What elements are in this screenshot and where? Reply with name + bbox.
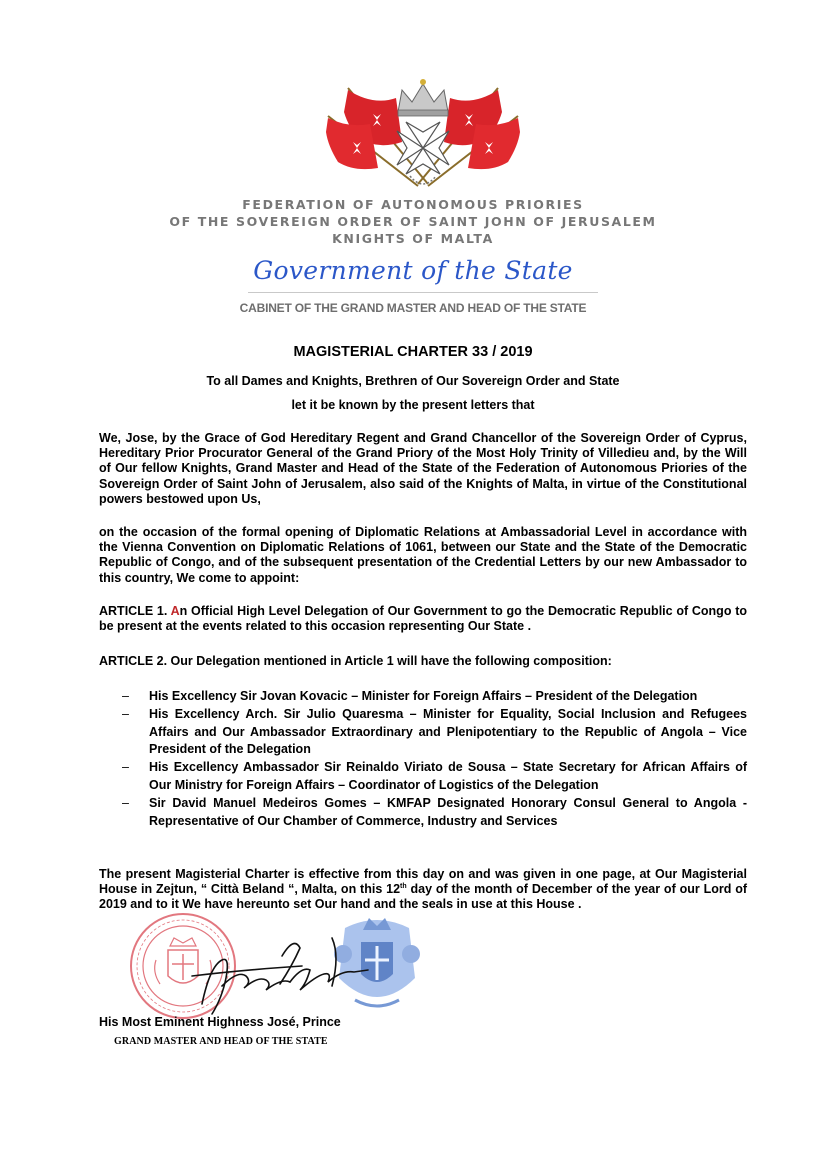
order-emblem bbox=[318, 76, 528, 194]
article-1-prefix: ARTICLE 1. bbox=[99, 604, 171, 618]
heading-divider bbox=[248, 292, 598, 293]
cabinet-subheading: CABINET OF THE GRAND MASTER AND HEAD OF THE STATE bbox=[239, 301, 587, 315]
list-marker: – bbox=[122, 760, 129, 775]
handwritten-signature bbox=[182, 926, 382, 1021]
delegation-member: His Excellency Arch. Sir Julio Quaresma – Minister for Equality, Social Inclusion and Refugees Affairs and Our Ambassador Extraordinary and Plenipotentiary to the Republic of Angola – Vice President of the Delegation bbox=[149, 706, 747, 757]
signer-title: GRAND MASTER AND HEAD OF THE STATE bbox=[114, 1036, 328, 1047]
closing-text-1: The present Magisterial Charter is effective from this day on and was given in one page, at Our Magisterial House in Zejtun, “ Città Beland “, Malta, on this 12 bbox=[99, 867, 747, 897]
list-marker: – bbox=[122, 689, 129, 703]
address-line-2: let it be known by the present letters that bbox=[291, 398, 535, 412]
delegation-member: His Excellency Sir Jovan Kovacic – Minister for Foreign Affairs – President of the Delegation bbox=[149, 689, 698, 703]
list-item bbox=[99, 795, 747, 831]
article-1 bbox=[99, 604, 747, 634]
preamble-paragraph: We, Jose, by the Grace of God Hereditary Regent and Grand Chancellor of the Sovereign Order of Cyprus, Hereditary Prior Procurator General of the Grand Priory of the Most Holy Trinity of Villedieu and, by the Will of Our fellow Knights, Grand Master and Head of the State of the Federation of Autonomous Priories of the Sovereign Order of Saint John of Jerusalem, also said of the Knights of Malta, in virtue of the Constitutional powers bestowed upon Us, bbox=[99, 431, 747, 506]
occasion-paragraph: on the occasion of the formal opening of Diplomatic Relations at Ambassadorial Level in accordance with the Vienna Convention on Diplomatic Relations of 1061, between our State and the State of the Democratic Republic of Congo, and of the subsequent presentation of the Credential Letters by our new Ambassador to this country, We come to appoint: bbox=[99, 525, 747, 585]
list-item bbox=[99, 688, 747, 706]
government-heading: Government of the State bbox=[253, 256, 573, 285]
list-item bbox=[99, 706, 747, 759]
address-line-1: To all Dames and Knights, Brethren of Our Sovereign Order and State bbox=[206, 374, 620, 388]
article-2: ARTICLE 2. Our Delegation mentioned in Article 1 will have the following composition: bbox=[99, 654, 612, 668]
org-name-line-2: OF THE SOVEREIGN ORDER OF SAINT JOHN OF JERUSALEM bbox=[169, 214, 657, 229]
charter-title: MAGISTERIAL CHARTER 33 / 2019 bbox=[293, 344, 533, 360]
org-name-line-3: KNIGHTS OF MALTA bbox=[332, 231, 494, 246]
article-1-red-initial: A bbox=[170, 604, 180, 618]
ordinal-suffix: th bbox=[400, 883, 407, 891]
delegation-member: Sir David Manuel Medeiros Gomes – KMFAP Designated Honorary Consul General to Angola - Representative of Our Chamber of Commerce, Industry and Services bbox=[149, 795, 747, 828]
delegation-list bbox=[99, 688, 747, 830]
delegation-member: His Excellency Ambassador Sir Reinaldo Viriato de Sousa – State Secretary for African Affairs of Our Ministry for Foreign Affairs – Coordinator of Logistics of the Delegation bbox=[149, 760, 747, 792]
list-marker: – bbox=[122, 795, 129, 810]
article-1-text: n Official High Level Delegation of Our Government to go the Democratic Republic of Congo to be present at the events related to this occasion representing Our State . bbox=[99, 604, 747, 634]
list-marker: – bbox=[122, 706, 129, 721]
signer-name: His Most Eminent Highness José, Prince bbox=[99, 1015, 341, 1029]
closing-text-2: day of the month of December of the year of our Lord of 2019 and to it We have hereunto set Our hand and the seals in use at this House . bbox=[99, 882, 747, 912]
closing-paragraph bbox=[99, 867, 747, 913]
org-name-line-1: FEDERATION OF AUTONOMOUS PRIORIES bbox=[242, 197, 584, 212]
list-item bbox=[99, 759, 747, 795]
